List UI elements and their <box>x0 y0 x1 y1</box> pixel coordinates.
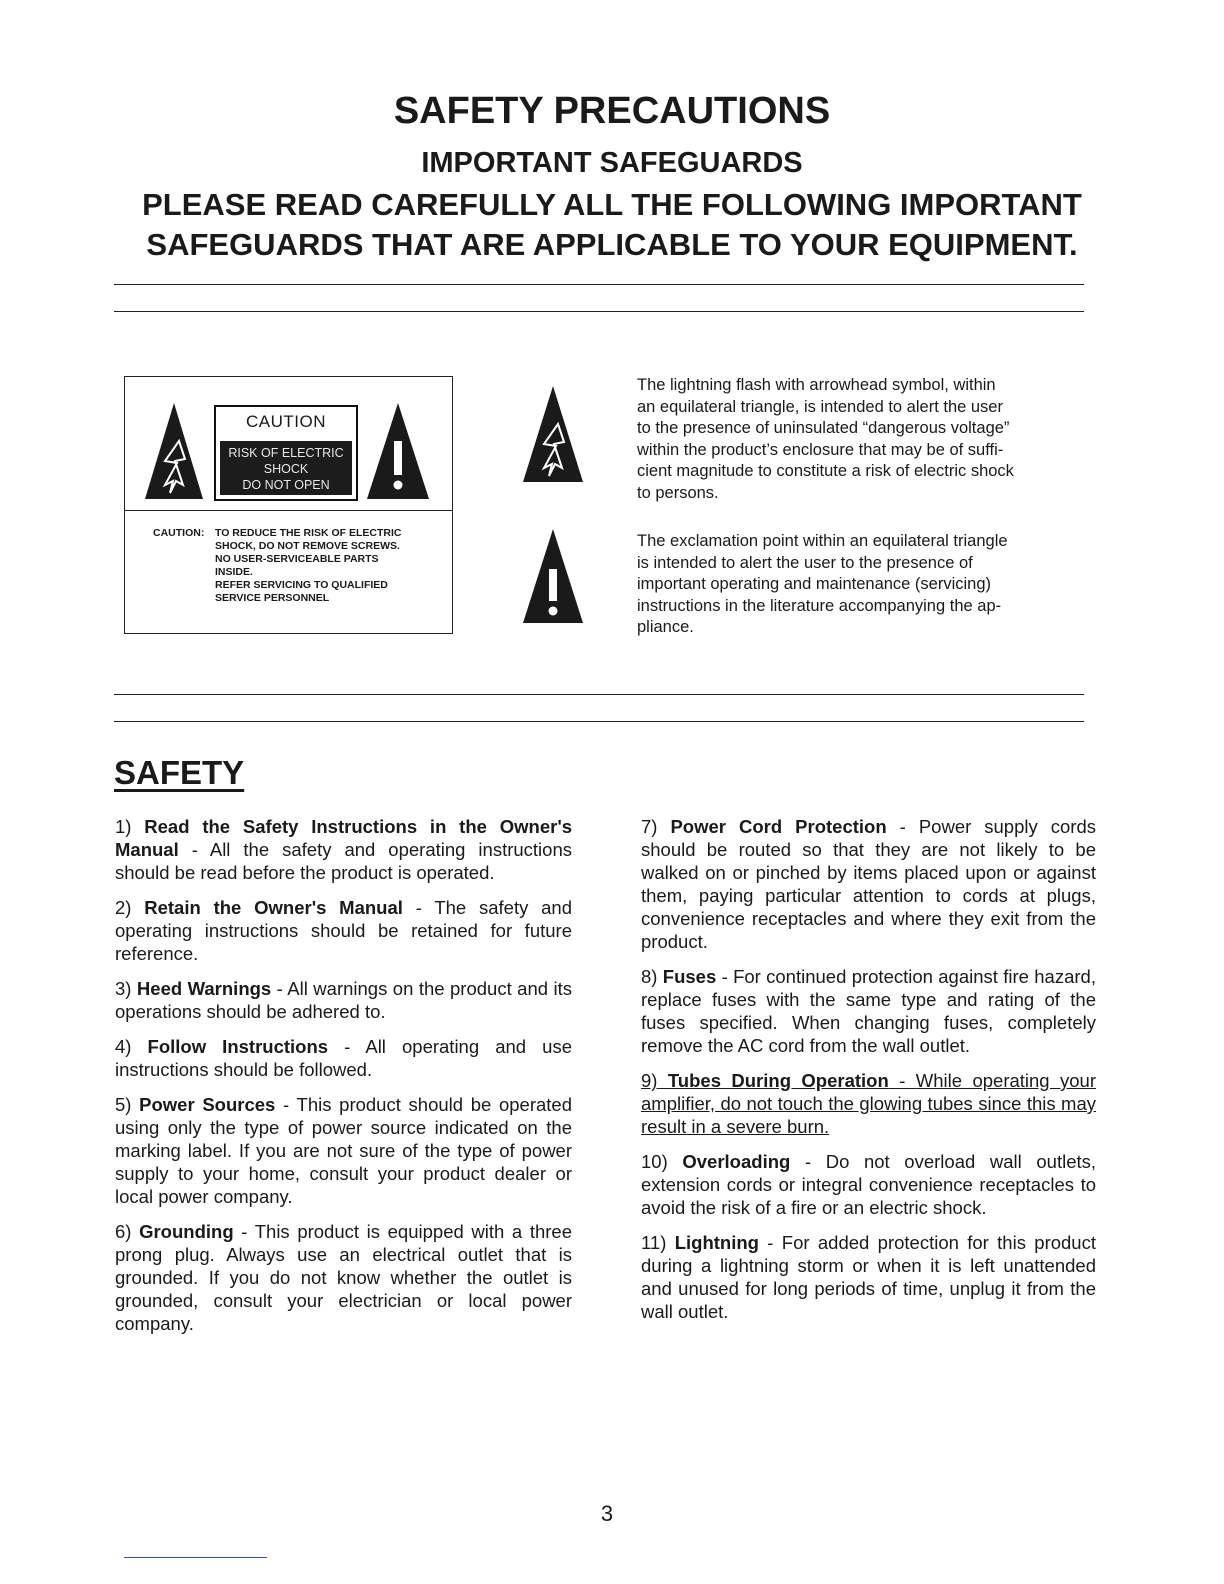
caution-text <box>153 527 401 605</box>
exclamation-description <box>637 531 1067 639</box>
divider <box>114 694 1084 695</box>
text-line: pliance. <box>637 618 694 636</box>
exclamation-warning-icon <box>365 401 431 501</box>
text-line: The lightning flash with arrowhead symbol, within <box>637 376 996 394</box>
caution-label-line: RISK OF ELECTRIC <box>228 446 344 460</box>
caution-box-divider <box>125 510 452 511</box>
safety-heading: SAFETY <box>114 754 245 791</box>
item-title: Follow Instructions <box>147 1036 329 1057</box>
caution-label-line: DO NOT OPEN <box>242 478 330 492</box>
caution-label <box>214 405 358 501</box>
divider <box>114 311 1084 312</box>
item-number: 2) <box>115 897 132 918</box>
item-text: Do not overload wall outlets, extension cords or integral convenience receptacles to avoid the risk of a fire or an electric shock. <box>641 1151 1097 1218</box>
footer-rule <box>124 1557 267 1558</box>
item-number: 11) <box>641 1232 667 1253</box>
item-number: 4) <box>115 1036 132 1057</box>
page-title: SAFETY PRECAUTIONS <box>393 90 831 132</box>
safety-item: 6) Grounding - This product is equipped with a three prong plug. Always use an electrical outlet that is grounded. If you do not know whether the outlet is grounded, consult your electrician or local power company. <box>115 1221 573 1334</box>
text-line: instructions in the literature accompanying the ap- <box>637 596 1002 615</box>
caution-label-line: SHOCK <box>263 462 309 476</box>
text-line: an equilateral triangle, is intended to alert the user <box>637 397 1003 416</box>
item-text: For continued protection against fire hazard, replace fuses with the same type and rating of the fuses specified. When changing fuses, completely remove the AC cord from the wall outlet. <box>641 966 1096 1056</box>
item-number: 6) <box>115 1221 132 1242</box>
lightning-warning-icon <box>143 401 205 501</box>
lightning-symbol-icon <box>521 384 585 484</box>
important-notice <box>0 185 1224 265</box>
safety-item: 5) Power Sources - This product should be operated using only the type of power source indicated on the marking label. If you are not sure of the type of power supply to your home, consult your product dealer or local power company. <box>115 1094 573 1207</box>
item-text: For added protection for this product during a lightning storm or when it is left unattended and unused for long periods of time, unplug it from the wall outlet. <box>641 1232 1096 1322</box>
caution-text-line: TO REDUCE THE RISK OF ELECTRIC <box>215 527 402 539</box>
text-line: important operating and maintenance (servicing) <box>637 575 992 593</box>
caution-label-body <box>220 441 352 495</box>
safety-item: 8) Fuses - For continued protection against fire hazard, replace fuses with the same type and rating of the fuses specified. When changing fuses, completely remove the AC cord from the wall outlet. <box>641 966 1096 1056</box>
caution-text-line: SHOCK, DO NOT REMOVE SCREWS. <box>215 540 400 552</box>
caution-label-head: CAUTION <box>246 412 326 431</box>
item-number: 3) <box>115 978 132 999</box>
safety-column-left <box>115 815 572 1347</box>
page-number: 3 <box>600 1501 614 1526</box>
item-number: 9) <box>641 1070 658 1091</box>
exclamation-symbol-icon <box>521 527 585 625</box>
caution-lead: CAUTION: <box>153 527 205 539</box>
text-line: cient magnitude to constitute a risk of electric shock <box>637 462 1014 480</box>
text-line: within the product’s enclosure that may be of suffi- <box>637 440 1004 459</box>
caution-text-line: REFER SERVICING TO QUALIFIED <box>215 579 388 591</box>
notice-line: SAFEGUARDS THAT ARE APPLICABLE TO YOUR EQUIPMENT. <box>146 227 1078 262</box>
caution-text-line: NO USER-SERVICEABLE PARTS <box>215 553 379 565</box>
item-title: Read the Safety Instructions in the Owner's Manual <box>115 816 573 860</box>
safety-item: 10) Overloading - Do not overload wall outlets, extension cords or integral convenience receptacles to avoid the risk of a fire or an electric shock. <box>641 1151 1097 1218</box>
item-text: While operating your amplifier, do not touch the glowing tubes since this may result in a severe burn. <box>641 1070 1097 1137</box>
item-number: 7) <box>641 816 658 837</box>
safety-item: 4) Follow Instructions - All operating and use instructions should be followed. <box>115 1036 572 1080</box>
page-subtitle: IMPORTANT SAFEGUARDS <box>421 147 803 179</box>
text-line: The exclamation point within an equilateral triangle <box>637 532 1008 550</box>
safety-item: 1) Read the Safety Instructions in the Owner's Manual - All the safety and operating instructions should be read before the product is operated. <box>115 816 573 883</box>
item-title: Lightning <box>674 1232 759 1253</box>
caution-text-line: SERVICE PERSONNEL <box>215 592 330 604</box>
safety-item: 9) Tubes During Operation - While operating your amplifier, do not touch the glowing tubes since this may result in a severe burn. <box>641 1070 1097 1137</box>
divider <box>114 284 1084 285</box>
safety-item: 2) Retain the Owner's Manual - The safety and operating instructions should be retained for future reference. <box>115 897 573 964</box>
item-text: All operating and use instructions should be followed. <box>115 1036 572 1080</box>
text-line: to the presence of uninsulated “dangerous voltage” <box>637 419 1010 437</box>
item-text: All warnings on the product and its operations should be adhered to. <box>115 978 572 1022</box>
item-number: 8) <box>641 966 658 987</box>
item-title: Power Sources <box>139 1094 276 1115</box>
safety-item: 3) Heed Warnings - All warnings on the product and its operations should be adhered to. <box>115 978 572 1022</box>
item-text: This product should be operated using only the type of power source indicated on the marking label. If you are not sure of the type of power supply to your home, consult your product dealer or local power company. <box>115 1094 573 1207</box>
item-title: Power Cord Protection <box>670 816 887 837</box>
safety-column-right <box>641 815 1096 1335</box>
caution-box <box>124 376 453 634</box>
item-number: 1) <box>115 816 132 837</box>
item-title: Retain the Owner's Manual <box>144 897 403 918</box>
item-text: Power supply cords should be routed so that they are not likely to be walked on or pinched by items placed upon or against them, paying particular attention to cords at plugs, convenience receptacles and where they exit from the product. <box>641 816 1096 952</box>
safety-item: 11) Lightning - For added protection for this product during a lightning storm or when it is left unattended and unused for long periods of time, unplug it from the wall outlet. <box>641 1232 1096 1322</box>
text-line: to persons. <box>637 483 719 502</box>
item-text: This product is equipped with a three prong plug. Always use an electrical outlet that is grounded. If you do not know whether the outlet is grounded, consult your electrician or local power company. <box>115 1221 573 1334</box>
item-title: Fuses <box>662 966 717 987</box>
item-title: Heed Warnings <box>136 978 272 999</box>
safety-item: 7) Power Cord Protection - Power supply cords should be routed so that they are not likely to be walked on or pinched by items placed upon or against them, paying particular attention to cords at plugs, convenience receptacles and where they exit from the product. <box>641 816 1096 952</box>
item-number: 10) <box>641 1151 668 1172</box>
item-title: Tubes During Operation <box>667 1070 889 1091</box>
item-number: 5) <box>115 1094 132 1115</box>
item-title: Overloading <box>682 1151 791 1172</box>
text-line: is intended to alert the user to the presence of <box>637 553 973 572</box>
item-text: The safety and operating instructions should be retained for future reference. <box>115 897 573 964</box>
item-text: All the safety and operating instructions should be read before the product is operated. <box>115 839 572 883</box>
lightning-description <box>637 375 1067 504</box>
notice-line: PLEASE READ CAREFULLY ALL THE FOLLOWING IMPORTANT <box>142 187 1082 222</box>
divider <box>114 721 1084 722</box>
caution-text-line: INSIDE. <box>215 566 253 578</box>
item-title: Grounding <box>139 1221 234 1242</box>
